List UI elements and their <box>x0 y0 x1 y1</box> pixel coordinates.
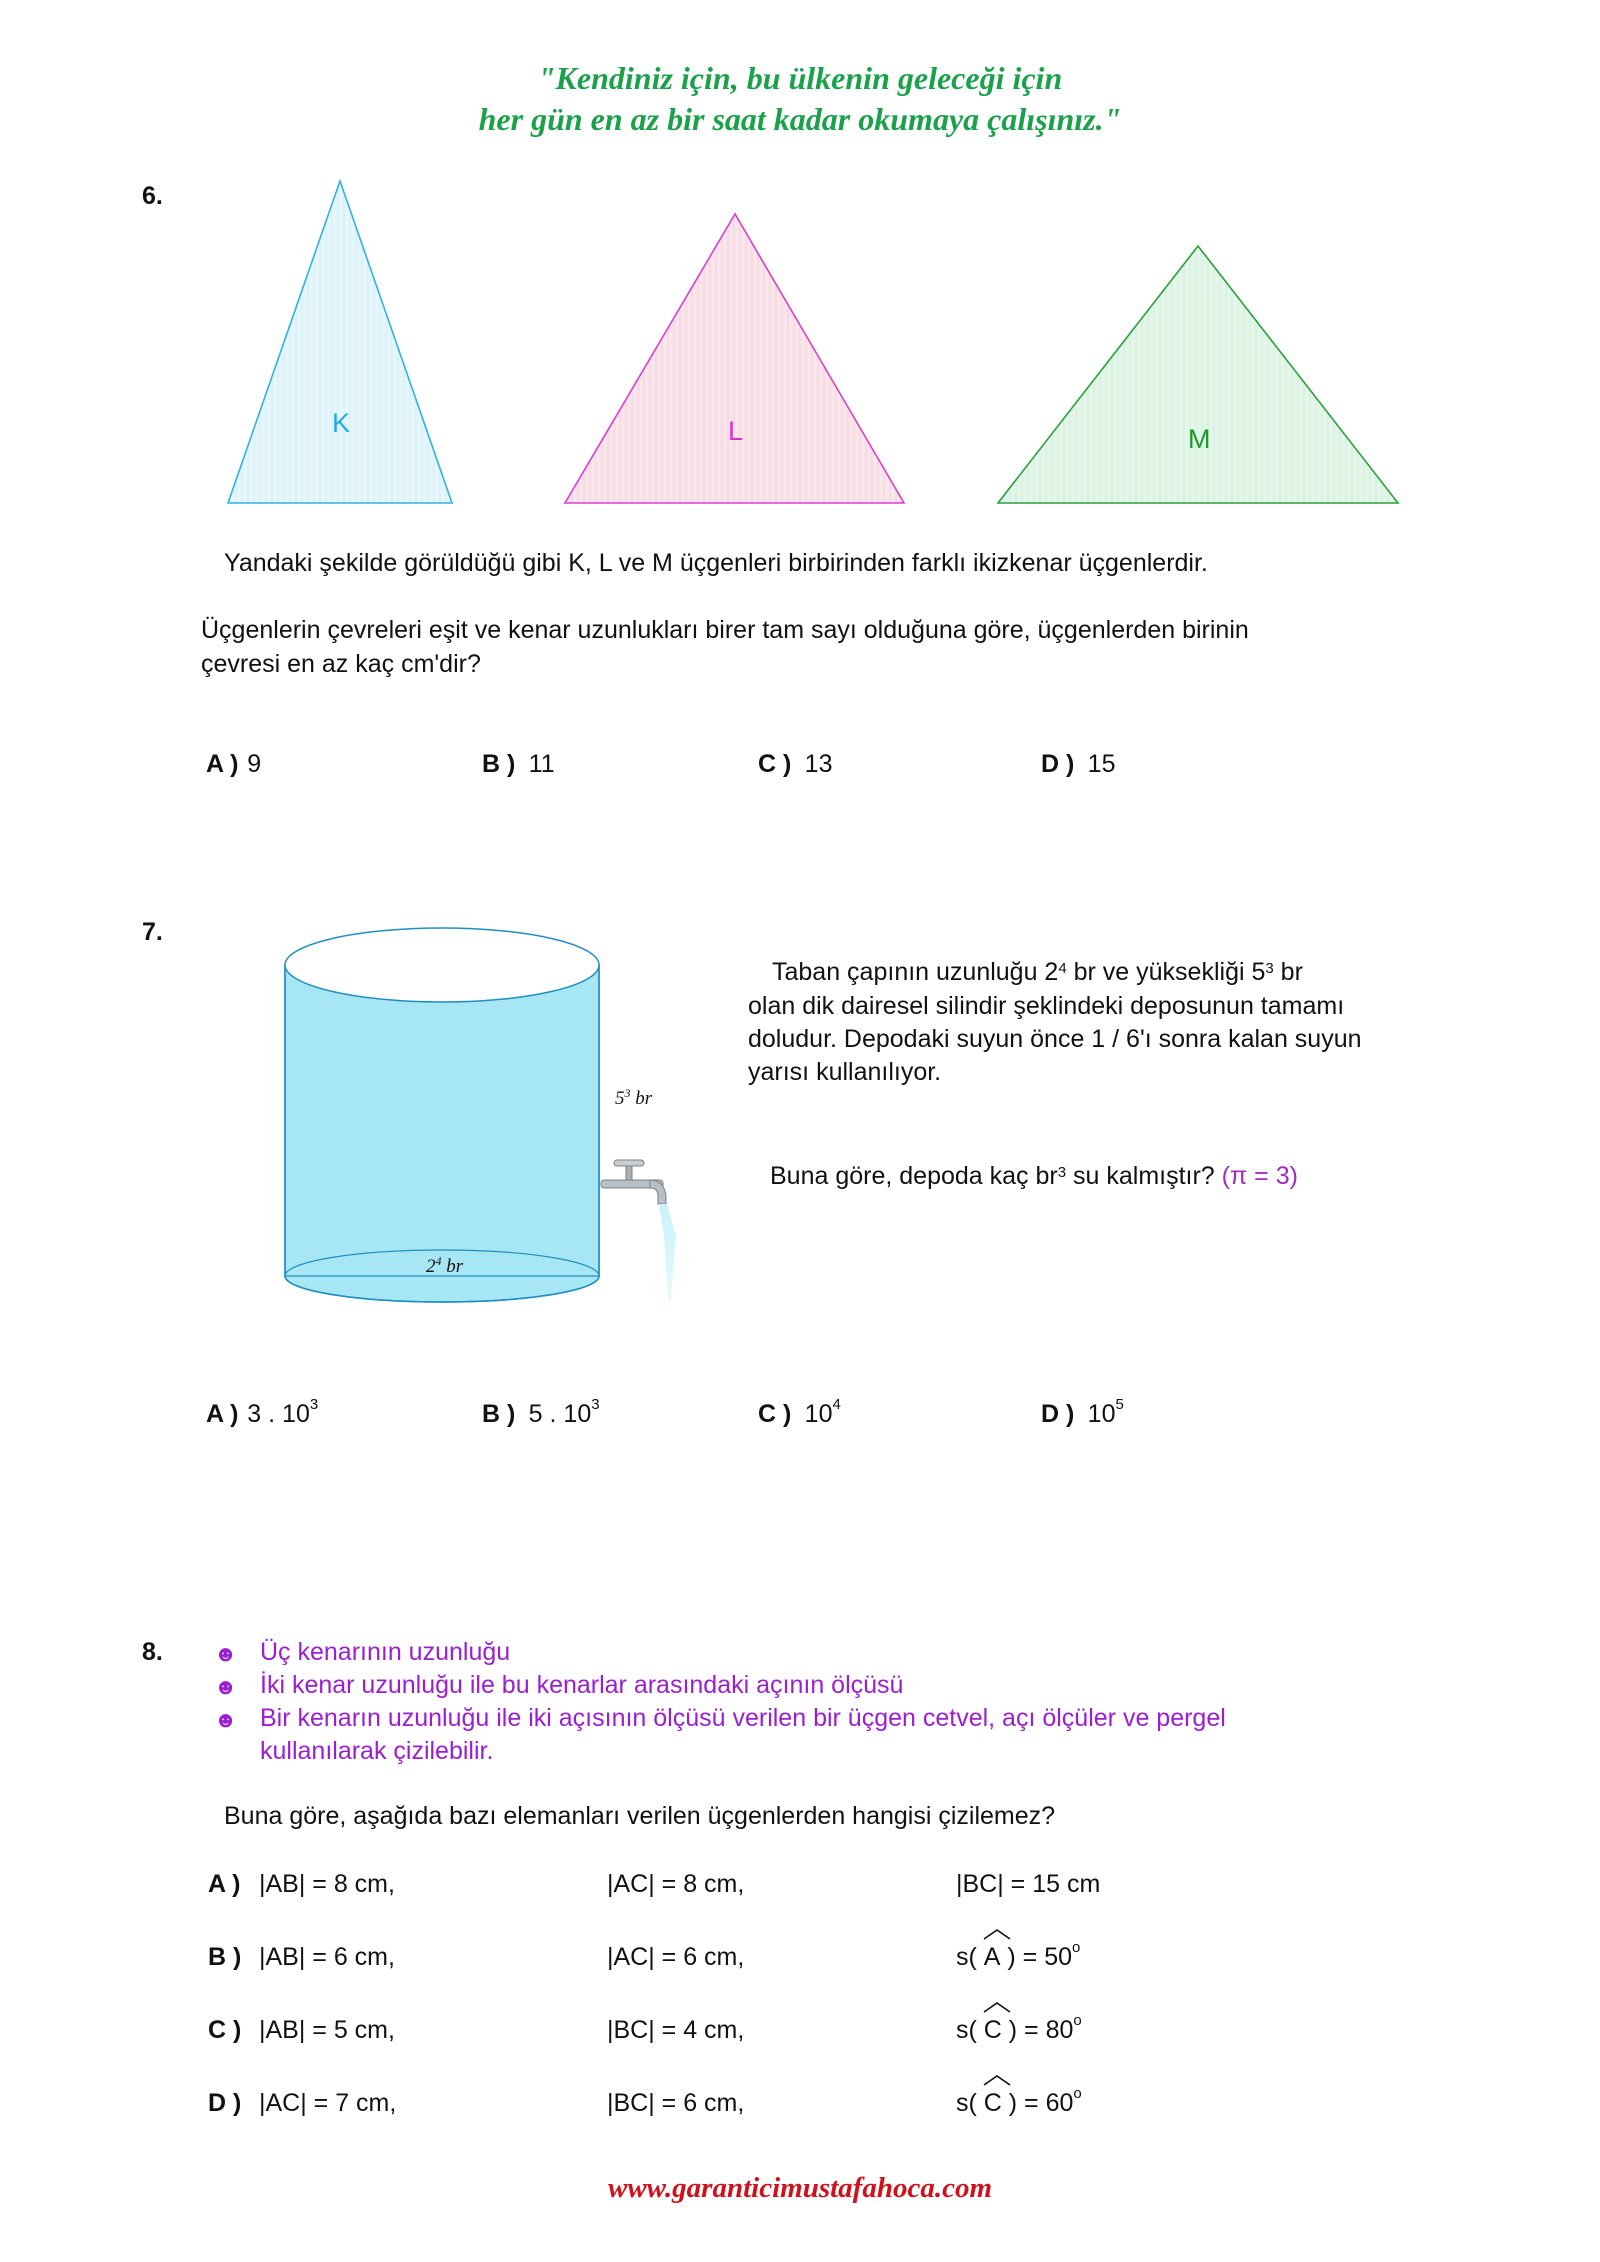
question-6-option-c[interactable]: C ) 13 <box>758 750 833 778</box>
question-6-option-a[interactable]: A ) 9 <box>206 750 262 778</box>
bullet-item-1: Üç kenarının uzunluğu <box>260 1638 511 1666</box>
bullet-item-3: Bir kenarın uzunluğu ile iki açısının ölçüsü verilen bir üçgen cetvel, açı ölçüler ve pergel <box>260 1704 1226 1732</box>
footer-website-link[interactable]: www.garanticimustafahoca.com <box>607 2172 993 2204</box>
option-b-side-2: |AC| = 6 cm, <box>607 1943 745 1971</box>
option-b-angle: s( A ) = $50^o$ <box>956 1943 1080 1972</box>
bullet-icon: ☻ <box>214 1707 238 1732</box>
question-7-option-d[interactable]: D ) $10^5$ <box>1041 1396 1124 1428</box>
question-7-paragraph-line3: doludur. Depodaki suyun önce 1 / 6'ı sonra kalan suyun <box>748 1025 1362 1053</box>
question-8-option-b[interactable]: B ) <box>208 1943 242 1971</box>
question-6-text-1: Yandaki şekilde görüldüğü gibi K, L ve M üçgenleri birbirinden farklı ikizkenar üçgenlerdir. <box>224 549 1208 577</box>
option-a-side-3: |BC| = 15 cm <box>956 1870 1101 1898</box>
question-8-option-a[interactable]: A ) <box>208 1870 241 1898</box>
angle-hat-icon <box>982 2000 1012 2014</box>
option-a-side-2: |AC| = 8 cm, <box>607 1870 745 1898</box>
question-8-option-c[interactable]: C ) <box>208 2016 242 2044</box>
angle-hat-icon <box>982 1927 1012 1941</box>
angle-hat-icon <box>982 2073 1012 2087</box>
question-7-option-b[interactable]: B ) 5 . $10^3$ <box>482 1396 600 1428</box>
bullet-icon: ☻ <box>214 1674 238 1699</box>
cylinder-top <box>285 928 599 1002</box>
triangle-m-label: M <box>1188 424 1211 454</box>
header-motto-line2: her gün en az bir saat kadar okumaya çalışınız." <box>478 101 1122 137</box>
option-a-side-1: |AB| = 8 cm, <box>259 1870 395 1898</box>
question-7-paragraph-line4: yarısı kullanılıyor. <box>748 1058 942 1086</box>
question-6-text-2b: çevresi en az kaç cm'dir? <box>201 650 481 678</box>
water-stream <box>659 1204 676 1300</box>
question-8-bullet-list <box>214 1636 1414 1776</box>
option-d-side-1: |AC| = 7 cm, <box>259 2089 397 2117</box>
header-motto-line1: "Kendiniz için, bu ülkenin geleceği için <box>537 60 1063 96</box>
question-7-question: Buna göre, depoda kaç $br^3$ su kalmıştır? (π = 3) <box>770 1162 1298 1190</box>
question-6-option-d[interactable]: D ) 15 <box>1041 750 1116 778</box>
question-6-number: 6. <box>142 182 163 210</box>
bullet-item-3-continued: kullanılarak çizilebilir. <box>260 1737 494 1765</box>
question-8-option-d[interactable]: D ) <box>208 2089 242 2117</box>
option-c-side-1: |AB| = 5 cm, <box>259 2016 395 2044</box>
option-c-angle: s( C ) = $80^o$ <box>956 2016 1082 2045</box>
question-7-number: 7. <box>142 918 163 946</box>
question-7-option-a[interactable]: A ) 3 . $10^3$ <box>206 1396 319 1428</box>
option-d-angle: s( C ) = $60^o$ <box>956 2089 1082 2118</box>
cylinder-diameter-label: $2^4$ br <box>426 1254 464 1277</box>
question-7-paragraph-line1: Taban çapının uzunluğu $2^4$ br ve yüksekliği $5^3$ br <box>772 958 1303 986</box>
question-8-number: 8. <box>142 1638 163 1666</box>
option-d-side-2: |BC| = 6 cm, <box>607 2089 745 2117</box>
triangle-k-label: K <box>332 408 351 438</box>
pi-note: (π = 3) <box>1221 1162 1298 1190</box>
triangle-l-label: L <box>728 416 744 446</box>
cylinder-height-label: $5^3$ br <box>615 1086 653 1109</box>
faucet-icon <box>601 1160 666 1204</box>
option-c-side-2: |BC| = 4 cm, <box>607 2016 745 2044</box>
question-8-question: Buna göre, aşağıda bazı elemanları verilen üçgenlerden hangisi çizilemez? <box>224 1802 1056 1830</box>
question-6-option-b[interactable]: B ) 11 <box>482 750 555 778</box>
bullet-icon: ☻ <box>214 1641 238 1666</box>
question-7-option-c[interactable]: C ) $10^4$ <box>758 1396 841 1428</box>
option-b-side-1: |AB| = 6 cm, <box>259 1943 395 1971</box>
question-6-text-2a: Üçgenlerin çevreleri eşit ve kenar uzunlukları birer tam sayı olduğuna göre, üçgenlerden birinin <box>201 616 1249 644</box>
question-7-paragraph-line2: olan dik dairesel silindir şeklindeki deposunun tamamı <box>748 992 1345 1020</box>
bullet-item-2: İki kenar uzunluğu ile bu kenarlar arasındaki açının ölçüsü <box>260 1671 904 1699</box>
